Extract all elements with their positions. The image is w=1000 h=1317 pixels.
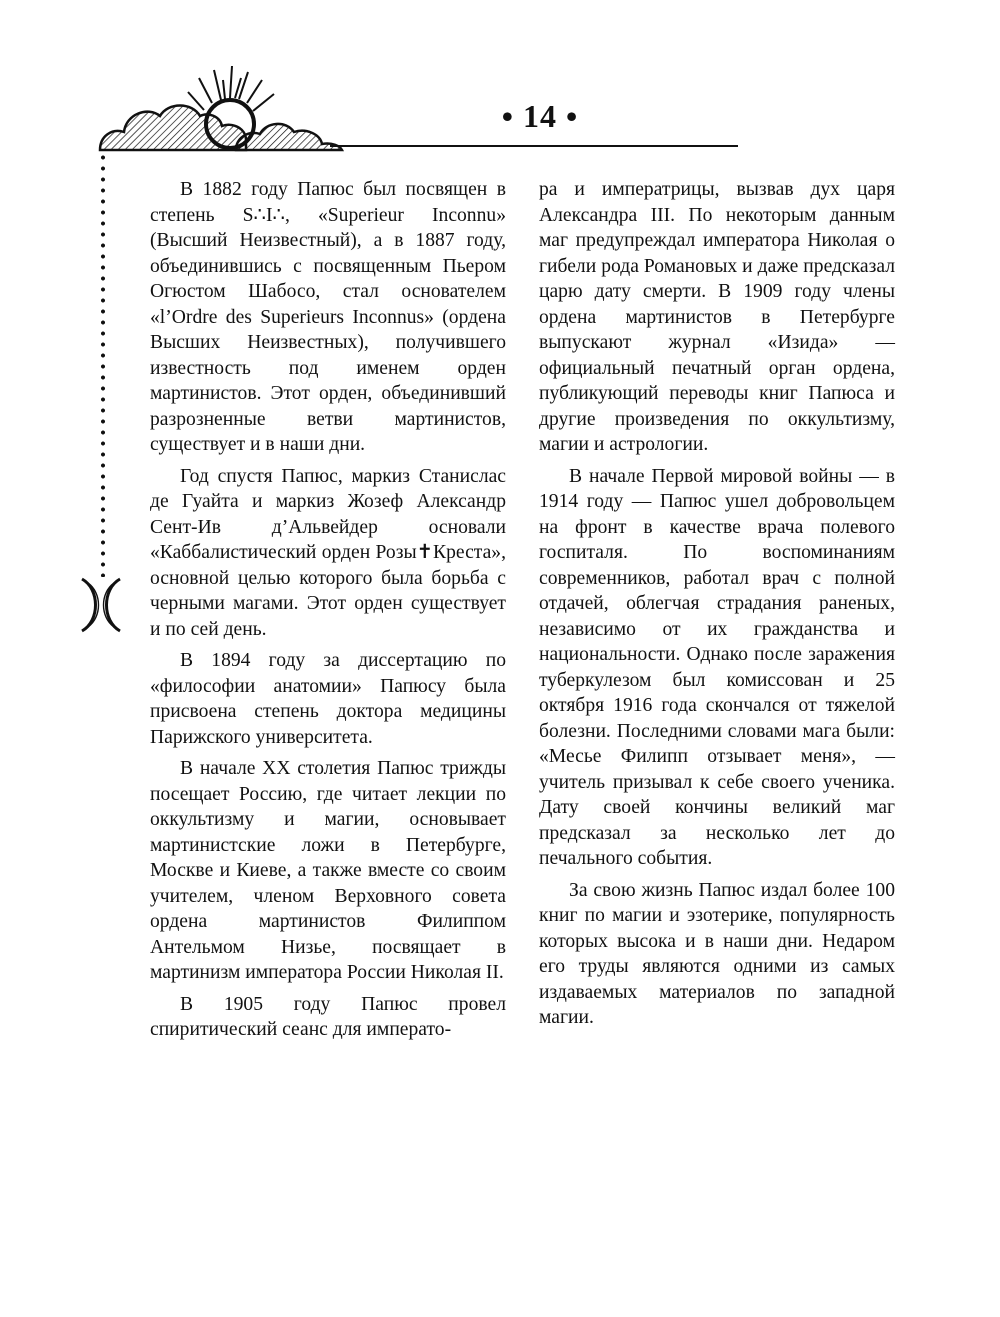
header-rule: [330, 145, 738, 147]
moon-ornament-icon: [76, 575, 126, 635]
paragraph: ра и императрицы, вызвав дух царя Александра III. По некоторым данным маг предупреждал императора Николая о гибели рода Романовых и даже предсказал царю дату смерти. В 1909 году члены ордена мартинистов в Петербурге выпускают журнал «Изида» — официальный печатный орган ордена, публикующий переводы книг Папюса и другие произведения по оккультизму, магии и астрологии.: [539, 179, 895, 455]
paragraph: В 1882 году Папюс был посвящен в степень S∴I∴, «Superieur Inconnu» (Высший Неизвестный), а в 1887 году, объединившись с посвященным Пьером Огюстом Шабосо, стал основателем «l’Ordre des Superieurs Inconnus» (ордена Высших Неизвестных), получившего известность под именем орден мартинистов. Этот орден, объединивший разрозненные ветви мартинистов, существует и в наши дни.: [150, 179, 506, 455]
page-number: • 14 •: [501, 98, 579, 134]
paragraph: В начале XX столетия Папюс трижды посещает Россию, где читает лекции по оккультизму и магии, основывает мартинистские ложи в Петербурге, Москве и Киеве, а также вместе со своим учителем, членом Верховного совета ордена мартинистов Филиппом Антельмом Низье, посвящает в мартинизм императора России Николая II.: [150, 758, 506, 983]
paragraph: В 1894 году за диссертацию по «философии анатомии» Папюсу была присвоена степень доктора медицины Парижского университета.: [150, 650, 506, 748]
paragraph: Год спустя Папюс, маркиз Станислас де Гуайта и маркиз Жозеф Александр Сент-Ив д’Альвейдер основали «Каббалистический орден Розы✝Креста», основной целью которого была борьба с черными магами. Этот орден существует и по сей день.: [150, 465, 506, 640]
dotted-margin-line: [100, 152, 106, 577]
text-column-right: [539, 177, 895, 1037]
paragraph: В начале Первой мировой войны — в 1914 году — Папюс ушел добровольцем на фронт в качестве врача полевого госпиталя. По воспоминаниям современников, работал врач с полной отдачей, облегчая страдания раненых, независимо от их гражданства и национальности. Однако после заражения туберкулезом был комиссован и 25 октября 1916 года скончался от тяжелой болезни. Последними словами мага были: «Месье Филипп отзывает меня», — учитель призывал к себе своего ученика. Дату своей кончины великий маг предсказал за несколько лет до печального события.: [539, 465, 895, 869]
paragraph: В 1905 году Папюс провел спиритический сеанс для императо-: [150, 993, 506, 1040]
paragraph: За свою жизнь Папюс издал более 100 книг по магии и эзотерике, популярность которых высока и в наши дни. Недаром его труды являются одними из самых издаваемых материалов по западной магии.: [539, 879, 895, 1028]
sun-clouds-illustration: [96, 58, 346, 153]
text-column-left: [150, 177, 506, 1049]
